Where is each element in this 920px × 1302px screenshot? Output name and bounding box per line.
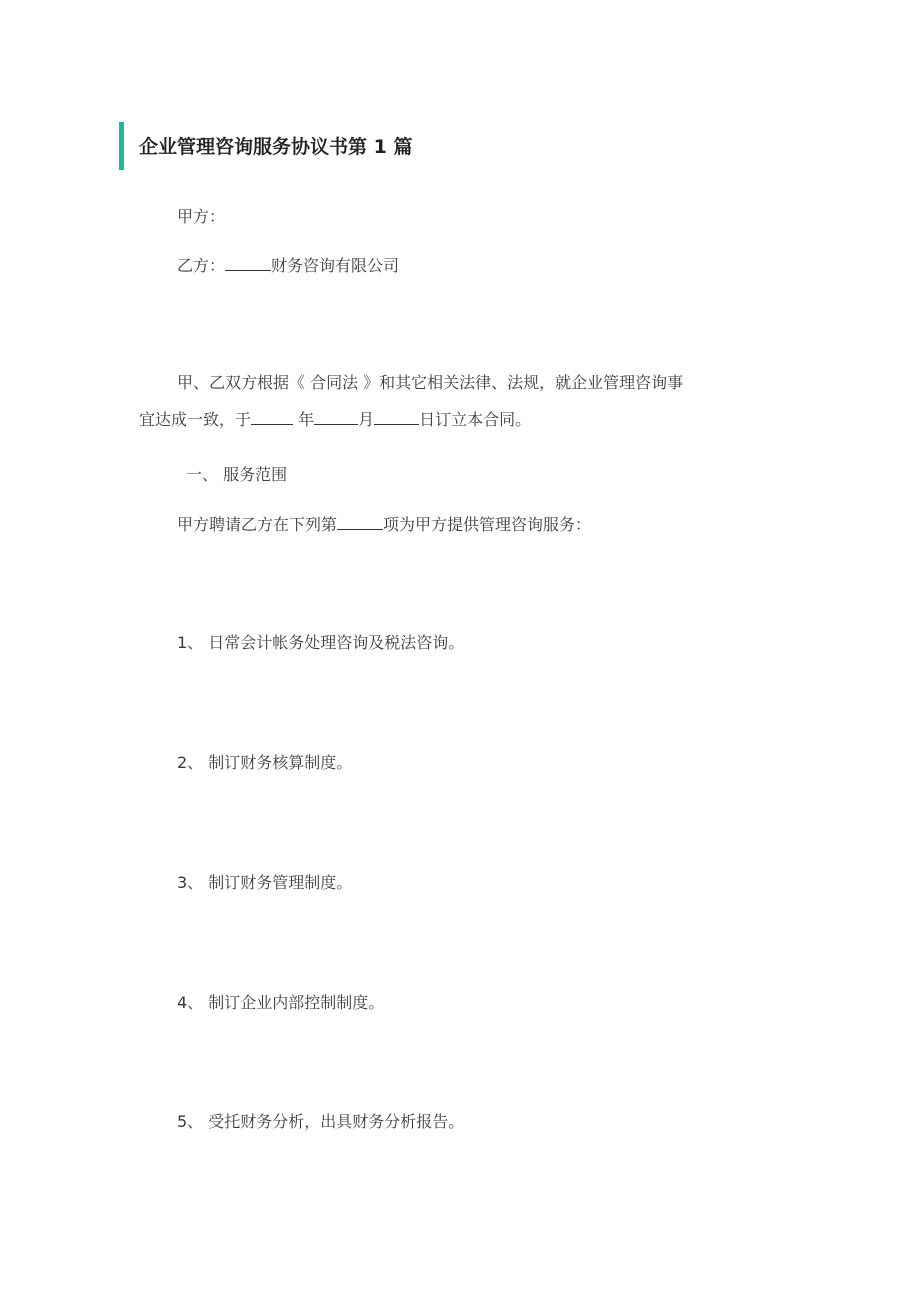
list-item: 1、 日常会计帐务处理咨询及税法咨询。 — [177, 633, 465, 652]
list-item: 2、 制订财务核算制度。 — [177, 753, 353, 772]
scope-suffix: 项为甲方提供管理咨询服务： — [383, 515, 592, 534]
scope-prefix: 甲方聘请乙方在下列第 — [177, 515, 338, 534]
month-blank — [314, 408, 358, 425]
list-item: 3、 制订财务管理制度。 — [177, 873, 353, 892]
scope-line — [177, 513, 591, 537]
year-blank — [251, 408, 293, 425]
day-blank — [374, 408, 419, 425]
party-b-prefix: 乙方： — [177, 256, 226, 275]
list-item: 5、 受托财务分析，出具财务分析报告。 — [177, 1112, 465, 1131]
party-b-blank — [225, 254, 271, 271]
party-b-company: 财务咨询有限公司 — [271, 256, 400, 275]
intro-year-label: 年 — [298, 410, 315, 429]
section-1-heading: 一、 服务范围 — [186, 465, 288, 484]
intro-line-2 — [139, 408, 531, 432]
intro-line-1: 甲、乙双方根据《 合同法 》和其它相关法律、法规，就企业管理咨询事 — [177, 373, 684, 392]
title-accent-bar — [119, 122, 124, 170]
scope-item-blank — [337, 513, 383, 530]
intro-day-suffix: 日订立本合同。 — [419, 410, 532, 429]
party-a-line: 甲方： — [177, 207, 226, 226]
list-item: 4、 制订企业内部控制制度。 — [177, 993, 385, 1012]
intro-date-prefix: 宜达成一致，于 — [139, 410, 252, 429]
intro-month-label: 月 — [358, 410, 375, 429]
party-b-line — [177, 254, 399, 278]
document-title: 企业管理咨询服务协议书第 1 篇 — [139, 136, 413, 158]
